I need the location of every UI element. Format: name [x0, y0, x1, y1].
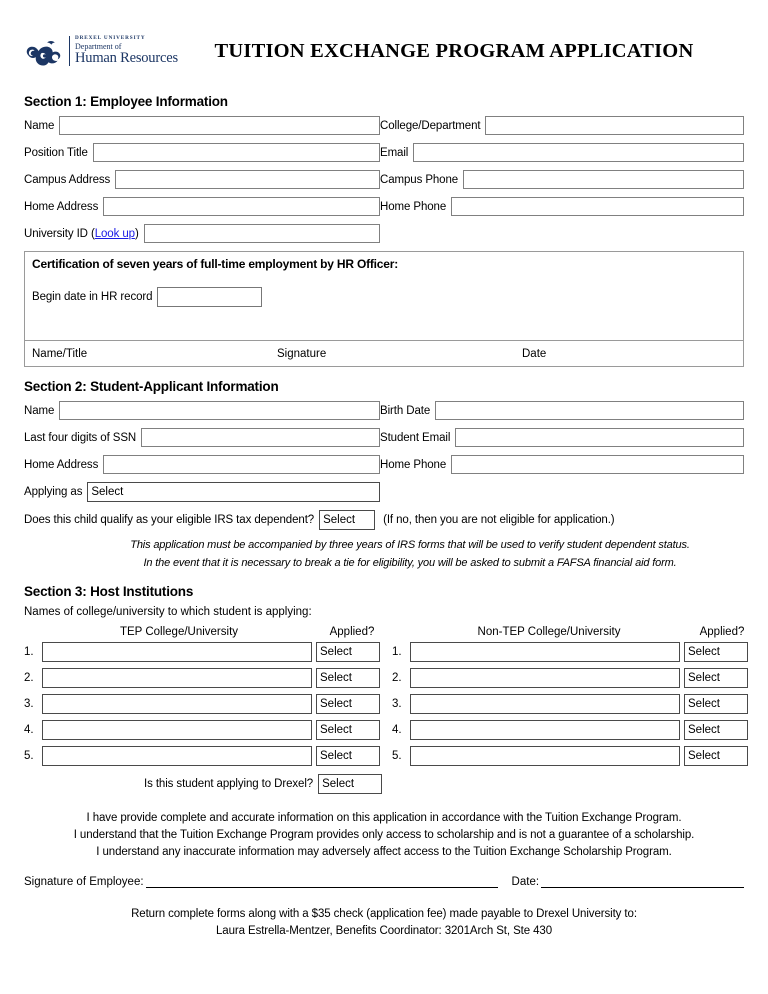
- input-non-tep-college-2[interactable]: [410, 668, 680, 688]
- field-group-student-home-phone: [380, 455, 744, 474]
- label-ssn: Last four digits of SSN: [24, 431, 137, 444]
- input-birth-date[interactable]: [435, 401, 744, 420]
- row-applying-to-drexel: [24, 774, 744, 794]
- drexel-hr-logo: [24, 34, 194, 68]
- row-number-left: 1.: [24, 645, 34, 658]
- select-applying-as[interactable]: Select: [87, 482, 380, 502]
- label-student-name: Name: [24, 404, 55, 417]
- field-group-birth-date: [380, 401, 744, 420]
- input-tep-college-2[interactable]: [42, 668, 312, 688]
- row-student-name-birth: [24, 401, 744, 420]
- certification-begin-date-row: [32, 287, 736, 307]
- label-home-phone: Home Phone: [380, 200, 447, 213]
- select-non-tep-applied-4[interactable]: Select: [684, 720, 748, 740]
- label-home-address: Home Address: [24, 200, 99, 213]
- label-signature-date: Date:: [511, 875, 540, 888]
- row-campus-address-phone: [24, 170, 744, 189]
- row-student-home-address-phone: [24, 455, 744, 474]
- label-irs-dependent: Does this child qualify as your eligible IRS tax dependent?: [24, 514, 315, 526]
- select-tep-applied-4[interactable]: Select: [316, 720, 380, 740]
- certification-title: Certification of seven years of full-time employment by HR Officer:: [32, 257, 399, 271]
- logo-department-prefix: Department of: [75, 41, 122, 51]
- row-name-college: [24, 116, 744, 135]
- field-group-ssn: [24, 428, 380, 447]
- label-student-home-phone: Home Phone: [380, 458, 447, 471]
- row-home-address-phone: [24, 197, 744, 216]
- input-email[interactable]: [413, 143, 744, 162]
- input-tep-college-3[interactable]: [42, 694, 312, 714]
- label-cert-name-title: Name/Title: [32, 347, 88, 360]
- certification-box: [24, 251, 744, 367]
- attestation-line-2: I understand that the Tuition Exchange Program provides only access to scholarship and is not a guarantee of a scholarship.: [73, 829, 695, 842]
- field-group-student-name: [24, 401, 380, 420]
- signature-row: [24, 876, 744, 888]
- row-number-right: 1.: [392, 645, 402, 658]
- table-row: [24, 746, 744, 766]
- row-applying-as: [24, 482, 744, 502]
- row-number-right: 2.: [392, 671, 402, 684]
- hint-irs-dependent: (If no, then you are not eligible for application.): [383, 514, 615, 526]
- label-campus-phone: Campus Phone: [380, 173, 459, 186]
- field-group-position-title: [24, 143, 380, 162]
- label-email: Email: [380, 146, 409, 159]
- label-university-id: [24, 228, 144, 240]
- field-group-home-phone: [380, 197, 744, 216]
- input-university-id[interactable]: [144, 224, 380, 243]
- input-campus-phone[interactable]: [463, 170, 744, 189]
- field-group-university-id: [24, 224, 380, 243]
- select-non-tep-applied-5[interactable]: Select: [684, 746, 748, 766]
- section-2-heading: Section 2: Student-Applicant Information: [24, 379, 279, 394]
- field-group-campus-phone: [380, 170, 744, 189]
- row-irs-dependent: [24, 510, 744, 530]
- row-number-right: 4.: [392, 723, 402, 736]
- input-student-home-address[interactable]: [103, 455, 380, 474]
- row-university-id: [24, 224, 744, 243]
- select-tep-applied-1[interactable]: Select: [316, 642, 380, 662]
- field-group-college-department: [380, 116, 744, 135]
- label-signature-of-employee: Signature of Employee:: [24, 875, 144, 888]
- label-university-id-pre: University ID (: [24, 227, 95, 240]
- drexel-dragon-icon: [24, 34, 66, 68]
- return-instructions: [24, 906, 744, 941]
- header-applied-left: Applied?: [329, 625, 375, 638]
- field-group-campus-address: [24, 170, 380, 189]
- label-campus-address: Campus Address: [24, 173, 111, 186]
- row-ssn-student-email: [24, 428, 744, 447]
- input-non-tep-college-3[interactable]: [410, 694, 680, 714]
- attestation-line-3: I understand any inaccurate information may adversely affect access to the Tuition Exchange Scholarship Program.: [96, 846, 672, 859]
- return-line-2: Laura Estrella-Mentzer, Benefits Coordinator: 3201Arch St, Ste 430: [215, 924, 553, 937]
- host-institutions-table-header: [24, 626, 744, 638]
- field-group-home-address: [24, 197, 380, 216]
- return-line-1: Return complete forms along with a $35 check (application fee) made payable to Drexel University to:: [131, 907, 637, 920]
- lookup-link[interactable]: Look up: [94, 227, 135, 240]
- input-ssn[interactable]: [141, 428, 380, 447]
- irs-note-line-1: This application must be accompanied by three years of IRS forms that will be used to verify student dependent status.: [130, 539, 690, 551]
- input-tep-college-1[interactable]: [42, 642, 312, 662]
- signature-line-date[interactable]: [541, 876, 744, 888]
- field-group-employee-name: [24, 116, 380, 135]
- certification-footer: [25, 340, 743, 366]
- input-non-tep-college-5[interactable]: [410, 746, 680, 766]
- label-cert-signature: Signature: [277, 347, 327, 360]
- label-position-title: Position Title: [24, 146, 88, 159]
- table-row: [24, 642, 744, 662]
- input-student-email[interactable]: [455, 428, 744, 447]
- header-tep-college: TEP College/University: [119, 625, 239, 638]
- field-group-student-email: [380, 428, 744, 447]
- select-tep-applied-3[interactable]: Select: [316, 694, 380, 714]
- table-row: [24, 694, 744, 714]
- row-number-right: 3.: [392, 697, 402, 710]
- label-cert-date: Date: [522, 347, 547, 360]
- input-home-address[interactable]: [103, 197, 380, 216]
- section-3-heading: Section 3: Host Institutions: [24, 583, 194, 599]
- irs-note-line-2: In the event that it is necessary to break a tie for eligibility, you will be asked to submit a FAFSA financial aid form.: [143, 556, 677, 569]
- table-row: [24, 668, 744, 688]
- attestation-line-1: I have provide complete and accurate information on this application in accordance with the Tuition Exchange Program.: [86, 811, 682, 824]
- section-3-subtitle: Names of college/university to which student is applying:: [24, 605, 312, 618]
- input-begin-date[interactable]: [157, 287, 262, 307]
- label-student-home-address: Home Address: [24, 458, 99, 471]
- input-employee-name[interactable]: [59, 116, 380, 135]
- table-row: [24, 720, 744, 740]
- certification-body: [25, 252, 743, 340]
- row-number-left: 3.: [24, 697, 34, 710]
- input-tep-college-5[interactable]: [42, 746, 312, 766]
- label-university-id-post: ): [134, 227, 139, 240]
- field-group-student-home-address: [24, 455, 380, 474]
- page-header: [24, 0, 744, 82]
- label-begin-date: Begin date in HR record: [32, 291, 153, 303]
- input-student-home-phone[interactable]: [451, 455, 744, 474]
- select-non-tep-applied-2[interactable]: Select: [684, 668, 748, 688]
- input-non-tep-college-1[interactable]: [410, 642, 680, 662]
- input-home-phone[interactable]: [451, 197, 744, 216]
- select-tep-applied-2[interactable]: Select: [316, 668, 380, 688]
- header-non-tep-college: Non-TEP College/University: [477, 625, 621, 638]
- input-tep-college-4[interactable]: [42, 720, 312, 740]
- attestation-block: [24, 810, 744, 862]
- field-group-applying-as: [24, 482, 380, 502]
- header-applied-right: Applied?: [699, 625, 745, 638]
- label-student-email: Student Email: [380, 431, 451, 444]
- select-applying-to-drexel[interactable]: Select: [318, 774, 382, 794]
- input-college-department[interactable]: [485, 116, 744, 135]
- label-applying-to-drexel: Is this student applying to Drexel?: [144, 777, 314, 790]
- logo-university-name: DREXEL UNIVERSITY: [75, 35, 146, 42]
- input-student-name[interactable]: [59, 401, 380, 420]
- label-college-department: College/Department: [380, 119, 481, 132]
- row-position-email: [24, 143, 744, 162]
- row-number-left: 4.: [24, 723, 34, 736]
- section-1-heading: Section 1: Employee Information: [24, 94, 228, 109]
- logo-department-name: Human Resources: [75, 49, 178, 66]
- row-number-left: 5.: [24, 749, 34, 762]
- label-applying-as: Applying as: [24, 486, 83, 498]
- input-position-title[interactable]: [93, 143, 380, 162]
- select-irs-dependent[interactable]: Select: [319, 510, 375, 530]
- select-non-tep-applied-1[interactable]: Select: [684, 642, 748, 662]
- row-number-left: 2.: [24, 671, 34, 684]
- select-non-tep-applied-3[interactable]: Select: [684, 694, 748, 714]
- row-number-right: 5.: [392, 749, 402, 762]
- label-employee-name: Name: [24, 119, 55, 132]
- page-title: TUITION EXCHANGE PROGRAM APPLICATION: [214, 39, 694, 62]
- field-group-email: [380, 143, 744, 162]
- input-campus-address[interactable]: [115, 170, 380, 189]
- select-tep-applied-5[interactable]: Select: [316, 746, 380, 766]
- input-non-tep-college-4[interactable]: [410, 720, 680, 740]
- label-birth-date: Birth Date: [380, 404, 431, 417]
- signature-line-employee[interactable]: [146, 876, 498, 888]
